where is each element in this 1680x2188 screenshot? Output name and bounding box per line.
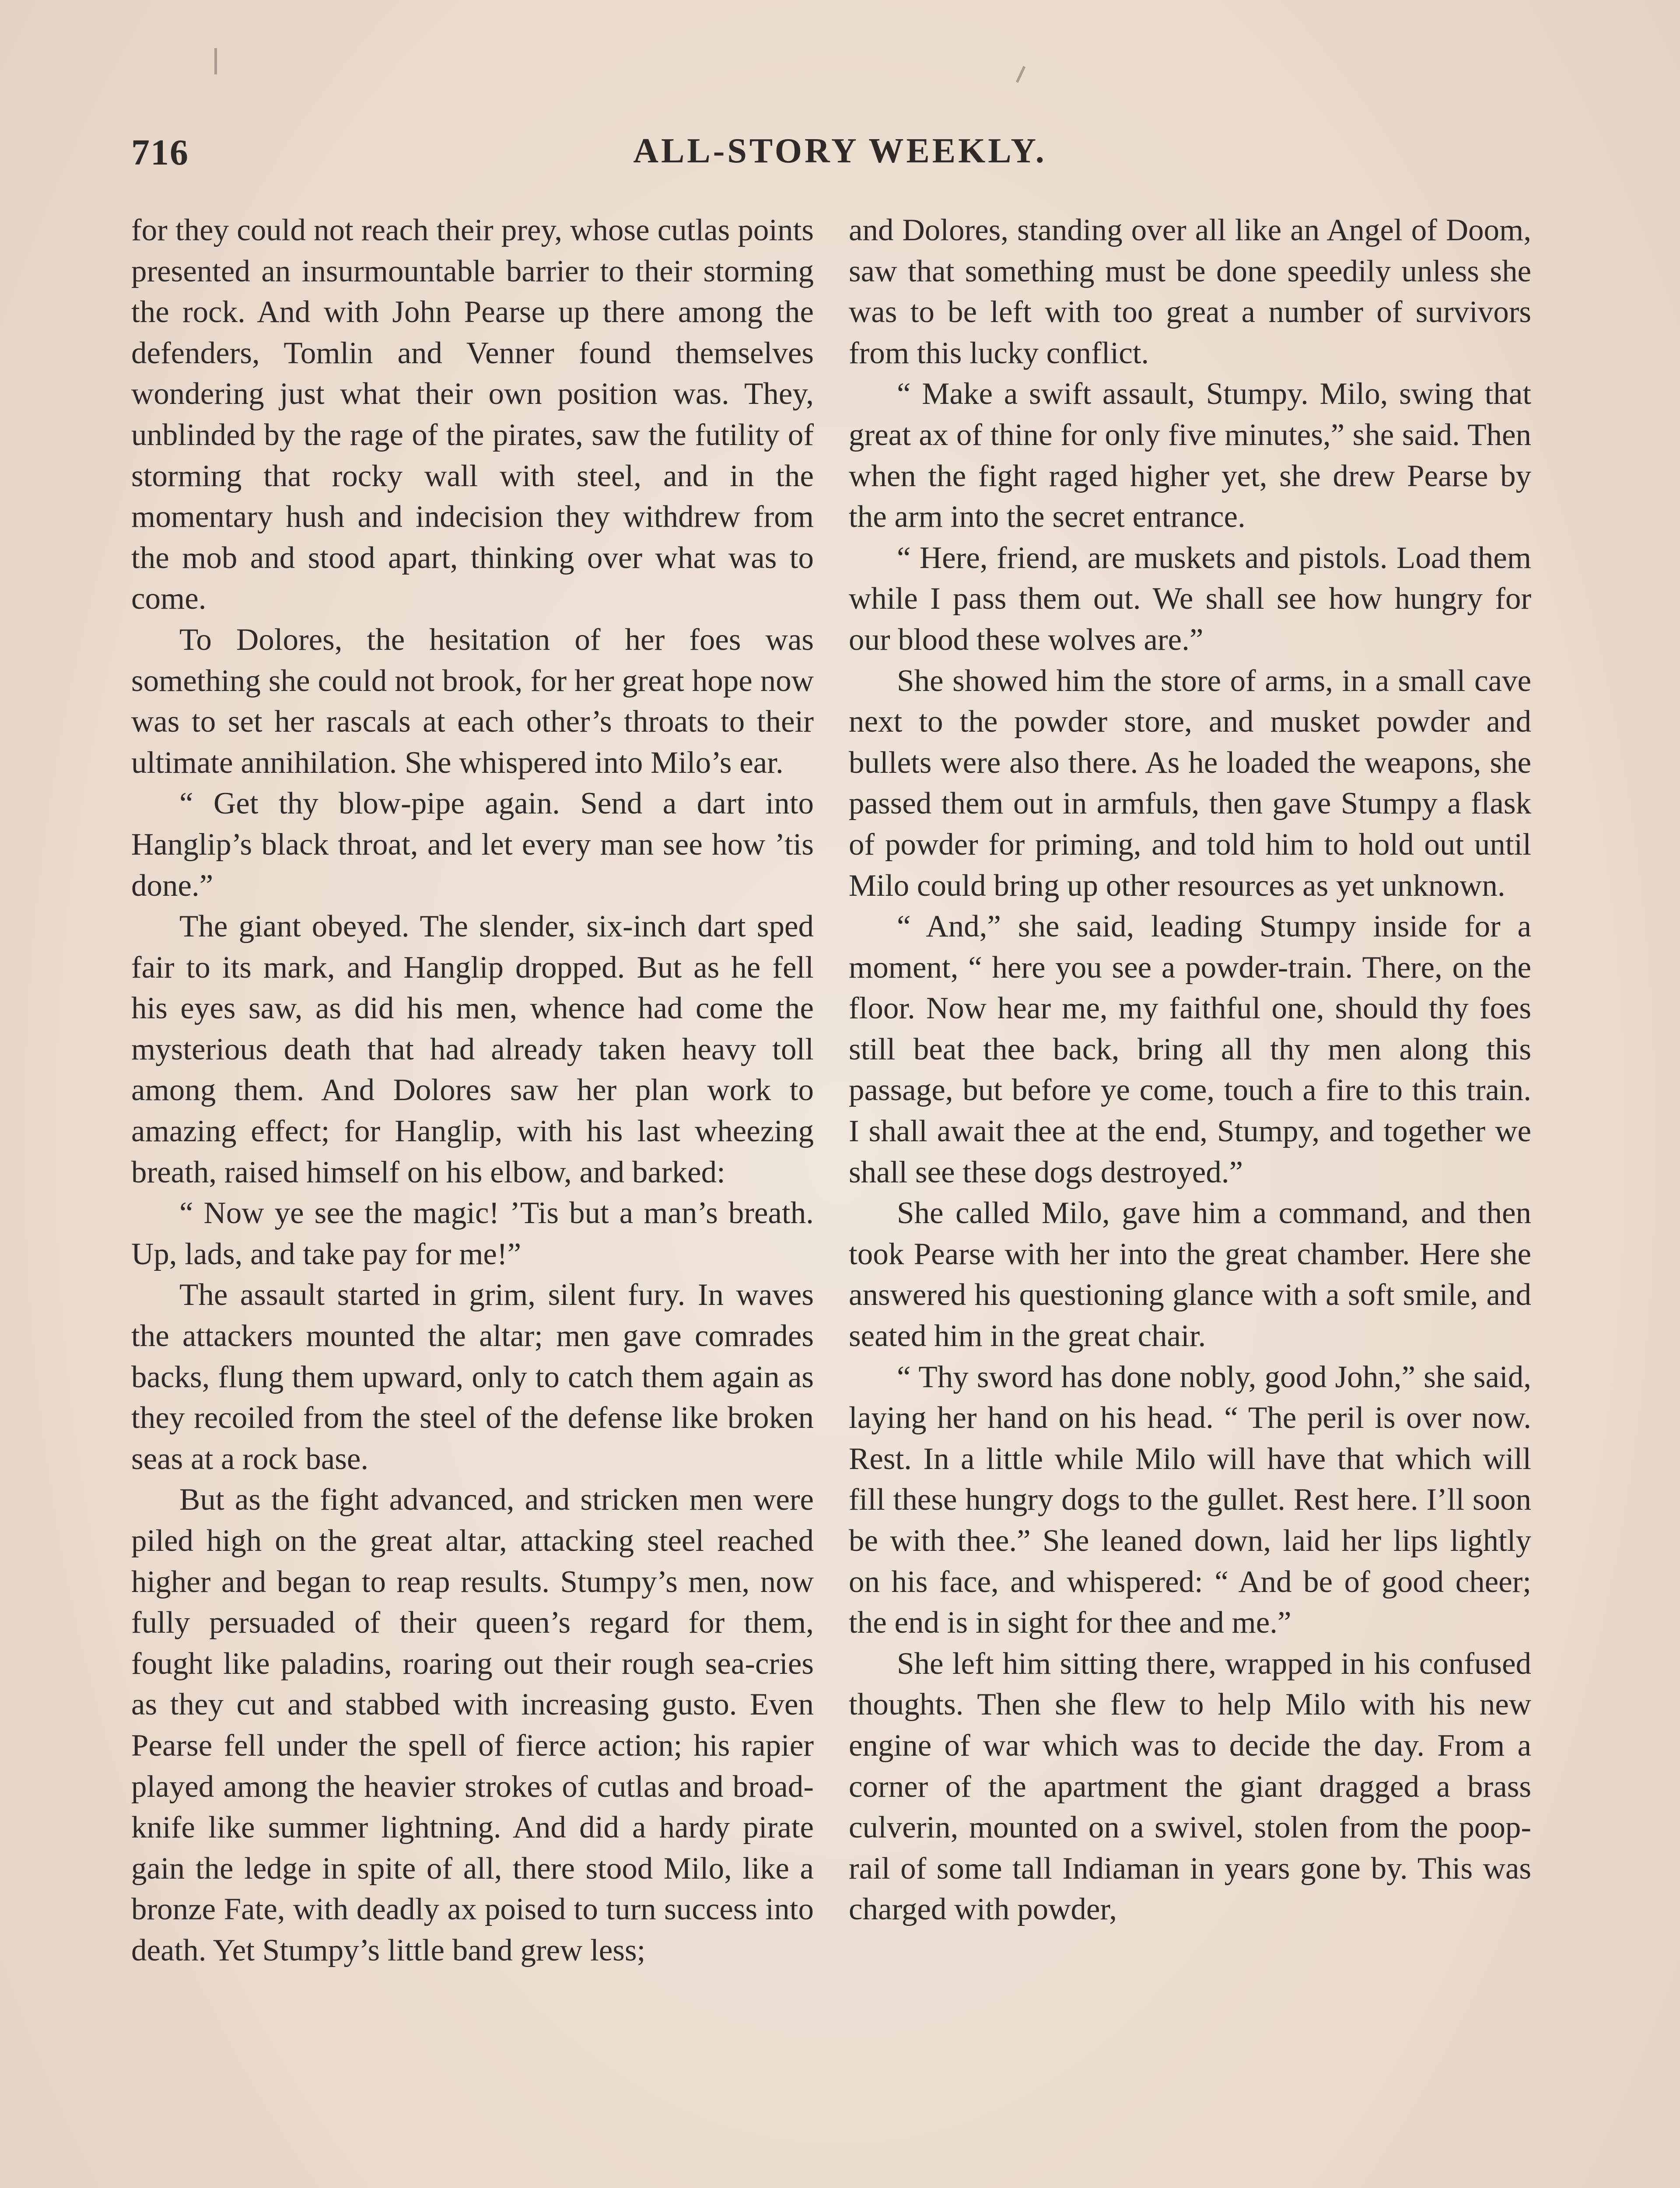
page-header — [131, 131, 1549, 179]
paragraph: “ Here, friend, are muskets and pistols. Load them while I pass them out. We shall see how hungry for our blood these wolves are.” — [849, 540, 1531, 657]
paragraph: She called Milo, gave him a command, and then took Pearse with her into the great chamber. Here she answered his questioning glance with a soft smile, and seated him in the great chair. — [849, 1196, 1531, 1353]
paragraph: The giant obeyed. The slender, six-inch dart sped fair to its mark, and Hanglip dropped. But as he fell his eyes saw, as did his men, whence had come the mysterious death that had already taken heavy toll among them. And Dolores saw her plan work to amazing effect; for Hanglip, with his last wheezing breath, raised himself on his elbow, and barked: — [131, 909, 814, 1189]
page-number: 716 — [131, 132, 189, 173]
paper-speck — [1016, 66, 1026, 83]
paper-speck — [214, 48, 217, 74]
paragraph: for they could not reach their prey, whose cutlas points presented an insurmountable barrier to their storming the rock. And with John Pearse up there among the defenders, Tomlin and Venner found themselves wondering just what their own position was. They, unblinded by the rage of the pirates, saw the futility of storming that rocky wall with steel, and in the momentary hush and indecision they withdrew from the mob and stood apart, thinking over what was to come. — [131, 213, 814, 616]
paragraph: “ And,” she said, leading Stumpy inside for a moment, “ here you see a powder-train. There, on the floor. Now hear me, my faithful one, should thy foes still beat thee back, bring all thy men along this passage, but before ye come, touch a fire to this train. I shall await thee at the end, Stumpy, and together we shall see these dogs destroyed.” — [849, 909, 1531, 1189]
paragraph: But as the fight advanced, and stricken men were piled high on the great altar, attacking steel reached higher and began to reap results. Stumpy’s men, now fully persuaded of their queen’s regard for them, fought like paladins, roaring out their rough sea-cries as they cut and stabbed with increasing gusto. Even Pearse fell under the spell of fierce action; his rapier played among the heavier strokes of cutlas and broad-knife like summer lightning. And did a hardy pirate gain the ledge in spite of all, there stood Milo, like a bronze Fate, with deadly ax poised to turn success into death. Yet Stumpy’s little band grew less; — [131, 1483, 814, 1967]
paragraph: “ Make a swift assault, Stumpy. Milo, swing that great ax of thine for only five minutes,” she said. Then when the fight raged higher yet, she drew Pearse by the arm into the secret entrance. — [849, 377, 1531, 534]
paragraph: She showed him the store of arms, in a small cave next to the powder store, and musket powder and bullets were also there. As he loaded the weapons, she passed them out in armfuls, then gave Stumpy a flask of powder for priming, and told him to hold out until Milo could bring up other resources as yet unknown. — [849, 663, 1531, 903]
paragraph: “ Get thy blow-pipe again. Send a dart into Hanglip’s black throat, and let every man see how ’tis done.” — [131, 786, 814, 903]
paragraph: “ Thy sword has done nobly, good John,” she said, laying her hand on his head. “ The peril is over now. Rest. In a little while Milo will have that which will fill these hungry dogs to the gullet. Rest here. I’ll soon be with thee.” She leaned down, laid her lips lightly on his face, and whispered: “ And be of good cheer; the end is in sight for thee and me.” — [849, 1360, 1531, 1640]
running-title: ALL-STORY WEEKLY. — [633, 132, 1047, 170]
paragraph: and Dolores, standing over all like an Angel of Doom, saw that something must be done speedily unless she was to be left with too great a number of survivors from this lucky conflict. — [849, 213, 1531, 370]
text-column-left — [131, 210, 814, 1971]
paragraph: The assault started in grim, silent fury. In waves the attackers mounted the altar; men gave comrades backs, flung them upward, only to catch them again as they recoiled from the steel of the defense like broken seas at a rock base. — [131, 1278, 814, 1476]
text-column-right — [849, 210, 1531, 1930]
paragraph: “ Now ye see the magic! ’Tis but a man’s breath. Up, lads, and take pay for me!” — [131, 1196, 814, 1271]
paragraph: She left him sitting there, wrapped in his confused thoughts. Then she flew to help Milo with his new engine of war which was to decide the day. From a corner of the apartment the giant dragged a brass culverin, mounted on a swivel, stolen from the poop-rail of some tall Indiaman in years gone by. This was charged with powder, — [849, 1646, 1531, 1927]
paragraph: To Dolores, the hesitation of her foes was something she could not brook, for her great hope now was to set her rascals at each other’s throats to their ultimate annihilation. She whispered into Milo’s ear. — [131, 622, 814, 780]
